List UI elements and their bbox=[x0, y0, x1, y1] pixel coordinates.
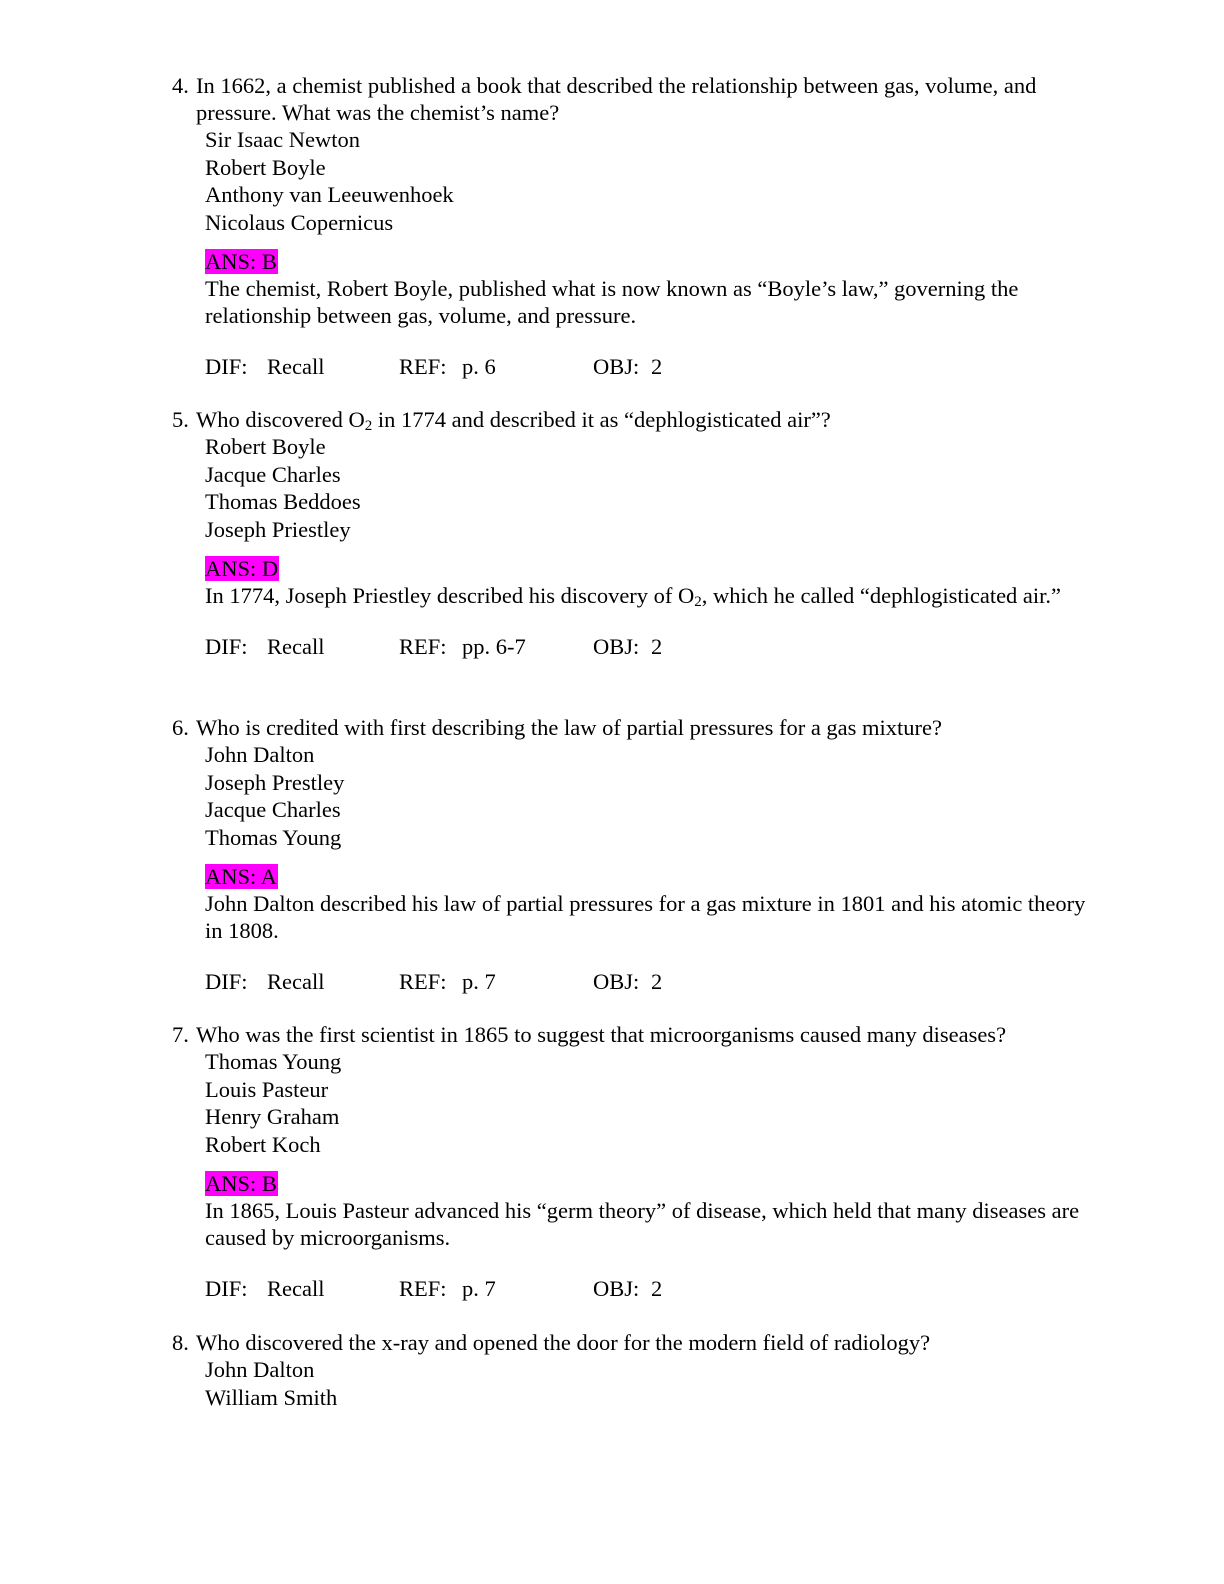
question-number: 8. bbox=[172, 1330, 189, 1355]
dif-label: DIF: bbox=[205, 634, 248, 659]
choice-b: Jacque Charles bbox=[205, 461, 341, 487]
dif-value: Recall bbox=[267, 634, 325, 659]
choice-b: Joseph Prestley bbox=[205, 769, 345, 795]
obj-label: OBJ: bbox=[593, 354, 640, 379]
answer-rationale: In 1865, Louis Pasteur advanced his “germ theory” of disease, which held that many diseases are caused by microorganisms. bbox=[205, 1198, 1080, 1250]
obj-value: 2 bbox=[651, 969, 663, 994]
question-text: In 1662, a chemist published a book that described the relationship between gas, volume, and pressure. What was the chemist’s name? bbox=[196, 73, 1037, 125]
choice-d: Thomas Young bbox=[205, 824, 342, 850]
choice-list bbox=[172, 1048, 1102, 1158]
choice-d: Robert Koch bbox=[205, 1131, 321, 1157]
subscript: 2 bbox=[364, 418, 373, 434]
choice-a: John Dalton bbox=[205, 742, 315, 767]
answer-label: ANS: B bbox=[205, 249, 277, 274]
answer-block bbox=[172, 1170, 1102, 1251]
dif-label: DIF: bbox=[205, 354, 248, 379]
question-metadata bbox=[172, 968, 1102, 995]
ref-value: p. 7 bbox=[462, 1276, 496, 1301]
choice-list bbox=[172, 126, 1102, 236]
obj-value: 2 bbox=[651, 634, 663, 659]
stem-part: Who discovered O bbox=[196, 407, 365, 432]
question-7 bbox=[172, 1021, 1102, 1302]
ref-label: REF: bbox=[399, 354, 447, 379]
dif-label: DIF: bbox=[205, 1276, 248, 1301]
answer-block bbox=[172, 863, 1102, 944]
question-metadata bbox=[172, 353, 1102, 380]
obj-value: 2 bbox=[651, 354, 663, 379]
answer-label: ANS: A bbox=[205, 864, 277, 889]
obj-label: OBJ: bbox=[593, 634, 640, 659]
question-stem bbox=[172, 72, 1102, 126]
answer-rationale: The chemist, Robert Boyle, published what is now known as “Boyle’s law,” governing the relationship between gas, volume, and pressure. bbox=[205, 276, 1019, 328]
stem-part: in 1774 and described it as “dephlogisticated air”? bbox=[372, 407, 831, 432]
question-stem bbox=[172, 1021, 1102, 1048]
question-text: Who discovered the x-ray and opened the door for the modern field of radiology? bbox=[196, 1330, 931, 1355]
obj-value: 2 bbox=[651, 1276, 663, 1301]
question-text: Who is credited with first describing the law of partial pressures for a gas mixture? bbox=[196, 715, 943, 740]
choice-b: Louis Pasteur bbox=[205, 1076, 329, 1102]
choice-a: Sir Isaac Newton bbox=[205, 127, 360, 152]
answer-label: ANS: D bbox=[205, 556, 279, 581]
answer-label: ANS: B bbox=[205, 1171, 277, 1196]
ref-label: REF: bbox=[399, 1276, 447, 1301]
choice-list bbox=[172, 433, 1102, 543]
answer-block bbox=[172, 555, 1102, 609]
choice-d: Joseph Priestley bbox=[205, 516, 351, 542]
ref-value: p. 7 bbox=[462, 969, 496, 994]
dif-value: Recall bbox=[267, 1276, 325, 1301]
question-number: 7. bbox=[172, 1022, 189, 1047]
question-stem bbox=[172, 1329, 1102, 1356]
question-text: Who was the first scientist in 1865 to suggest that microorganisms caused many diseases? bbox=[196, 1022, 1007, 1047]
choice-b: William Smith bbox=[205, 1384, 338, 1410]
dif-value: Recall bbox=[267, 354, 325, 379]
ref-value: p. 6 bbox=[462, 354, 496, 379]
question-metadata bbox=[172, 1275, 1102, 1302]
choice-c: Henry Graham bbox=[205, 1104, 340, 1129]
ref-label: REF: bbox=[399, 969, 447, 994]
rationale-part: , which he called “dephlogisticated air.” bbox=[701, 583, 1062, 608]
choice-a: Robert Boyle bbox=[205, 434, 326, 459]
dif-label: DIF: bbox=[205, 969, 248, 994]
obj-label: OBJ: bbox=[593, 1276, 640, 1301]
choice-c: Thomas Beddoes bbox=[205, 489, 361, 514]
obj-label: OBJ: bbox=[593, 969, 640, 994]
rationale-part: In 1774, Joseph Priestley described his discovery of O bbox=[205, 583, 695, 608]
subscript: 2 bbox=[694, 594, 702, 610]
ref-label: REF: bbox=[399, 634, 447, 659]
question-number: 4. bbox=[172, 73, 189, 98]
question-metadata bbox=[172, 633, 1102, 660]
question-text bbox=[196, 406, 1102, 433]
question-4 bbox=[172, 72, 1102, 380]
question-5 bbox=[172, 406, 1102, 660]
ref-value: pp. 6-7 bbox=[462, 634, 526, 659]
question-6 bbox=[172, 714, 1102, 995]
choice-list bbox=[172, 1356, 1102, 1411]
choice-b: Robert Boyle bbox=[205, 154, 326, 180]
question-number: 6. bbox=[172, 715, 189, 740]
question-number: 5. bbox=[172, 407, 189, 432]
choice-list bbox=[172, 741, 1102, 851]
answer-block bbox=[172, 248, 1102, 329]
choice-d: Nicolaus Copernicus bbox=[205, 209, 394, 235]
choice-a: John Dalton bbox=[205, 1357, 315, 1382]
answer-rationale: John Dalton described his law of partial pressures for a gas mixture in 1801 and his atomic theory in 1808. bbox=[205, 891, 1086, 943]
question-stem bbox=[172, 406, 1102, 433]
choice-c: Anthony van Leeuwenhoek bbox=[205, 182, 454, 207]
question-stem bbox=[172, 714, 1102, 741]
choice-a: Thomas Young bbox=[205, 1049, 342, 1074]
question-8 bbox=[172, 1329, 1102, 1411]
dif-value: Recall bbox=[267, 969, 325, 994]
choice-c: Jacque Charles bbox=[205, 797, 341, 822]
answer-rationale bbox=[205, 582, 1102, 609]
